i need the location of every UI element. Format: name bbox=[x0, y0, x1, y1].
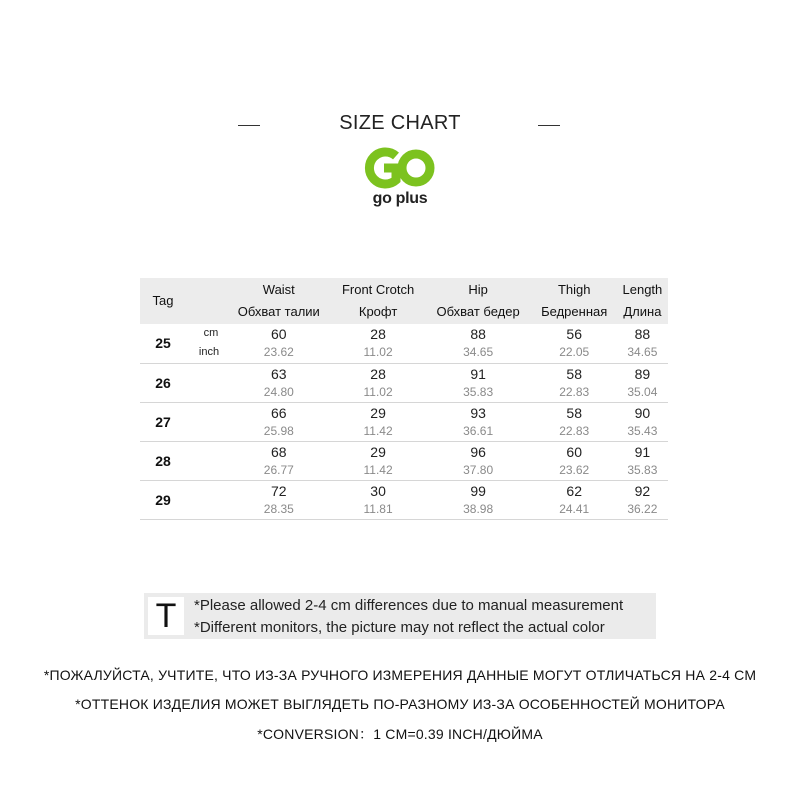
inch-value: 36.22 bbox=[627, 501, 658, 516]
table-row bbox=[140, 480, 668, 519]
cm-value: 56 bbox=[566, 326, 582, 343]
footer-line-2: *ОТТЕНОК ИЗДЕЛИЯ МОЖЕТ ВЫГЛЯДЕТЬ ПО-РАЗНОМУ ИЗ-ЗА ОСОБЕННОСТЕЙ МОНИТОРА bbox=[75, 696, 725, 712]
cm-value: 62 bbox=[566, 482, 582, 499]
table-row bbox=[140, 402, 668, 441]
measure-cell bbox=[617, 441, 668, 480]
measure-cell bbox=[332, 324, 425, 363]
inch-value: 35.04 bbox=[627, 384, 658, 399]
measure-cell bbox=[226, 324, 332, 363]
row-tag: 29 bbox=[155, 491, 171, 508]
measure-cell bbox=[532, 402, 617, 441]
header-front-crotch: Front Crotch Крофт bbox=[332, 278, 425, 324]
inch-value: 22.83 bbox=[559, 384, 590, 399]
inch-value: 26.77 bbox=[263, 462, 294, 477]
cm-value: 72 bbox=[271, 482, 287, 499]
cm-value: 91 bbox=[470, 365, 486, 382]
cm-value: 58 bbox=[566, 404, 582, 421]
inch-value: 37.80 bbox=[463, 462, 494, 477]
brand-logo bbox=[360, 146, 440, 212]
row-unit bbox=[186, 363, 226, 402]
cm-value: 88 bbox=[470, 326, 486, 343]
footer-line-1: *ПОЖАЛУЙСТА, УЧТИТЕ, ЧТО ИЗ-ЗА РУЧНОГО ИЗМЕРЕНИЯ ДАННЫЕ МОГУТ ОТЛИЧАТЬСЯ НА 2-4 СМ bbox=[43, 667, 757, 683]
inch-value: 35.43 bbox=[627, 423, 658, 438]
inch-value: 28.35 bbox=[263, 501, 294, 516]
inch-value: 23.62 bbox=[263, 345, 294, 360]
inch-value: 22.83 bbox=[559, 423, 590, 438]
header-tag: Tag bbox=[140, 278, 186, 324]
measure-cell bbox=[332, 480, 425, 519]
cm-value: 58 bbox=[566, 365, 582, 382]
row-tag: 28 bbox=[155, 452, 171, 469]
header-hip: Hip Обхват бедер bbox=[425, 278, 532, 324]
measure-cell bbox=[425, 441, 532, 480]
measure-cell bbox=[532, 441, 617, 480]
row-unit bbox=[186, 480, 226, 519]
cm-value: 93 bbox=[470, 404, 486, 421]
measure-cell bbox=[617, 324, 668, 363]
brand-name: go plus bbox=[372, 190, 428, 207]
inch-value: 22.05 bbox=[559, 345, 590, 360]
measure-cell bbox=[332, 363, 425, 402]
measure-cell bbox=[617, 402, 668, 441]
inch-value: 11.02 bbox=[363, 384, 393, 399]
inch-value: 35.83 bbox=[627, 462, 658, 477]
cm-value: 96 bbox=[470, 443, 486, 460]
note-line-1: *Please allowed 2-4 cm differences due to manual measurement bbox=[194, 597, 624, 614]
inch-value: 24.41 bbox=[559, 501, 590, 516]
cm-value: 29 bbox=[370, 404, 386, 421]
header-unit bbox=[186, 278, 226, 324]
inch-value: 11.42 bbox=[363, 423, 393, 438]
table-row bbox=[140, 441, 668, 480]
note-line-2: *Different monitors, the picture may not reflect the actual color bbox=[194, 619, 605, 636]
page-title: SIZE CHART bbox=[339, 112, 461, 134]
cm-value: 28 bbox=[370, 326, 386, 343]
size-table-body bbox=[140, 324, 668, 519]
measure-cell bbox=[425, 363, 532, 402]
row-tag: 27 bbox=[155, 413, 171, 430]
cm-value: 88 bbox=[634, 326, 651, 343]
row-unit bbox=[186, 441, 226, 480]
title-right-rule bbox=[538, 125, 560, 126]
table-row bbox=[140, 324, 668, 363]
measure-cell bbox=[532, 480, 617, 519]
cm-value: 91 bbox=[634, 443, 651, 460]
inch-value: 11.02 bbox=[363, 345, 393, 360]
inch-value: 11.42 bbox=[363, 462, 393, 477]
cm-value: 28 bbox=[370, 365, 386, 382]
measure-cell bbox=[226, 363, 332, 402]
cm-value: 29 bbox=[370, 443, 386, 460]
inch-value: 34.65 bbox=[627, 345, 658, 360]
row-unit bbox=[186, 402, 226, 441]
measure-cell bbox=[425, 402, 532, 441]
inch-value: 25.98 bbox=[263, 423, 294, 438]
inch-value: 34.65 bbox=[463, 345, 494, 360]
inch-value: 23.62 bbox=[559, 462, 590, 477]
cm-value: 30 bbox=[370, 482, 386, 499]
cm-value: 90 bbox=[634, 404, 651, 421]
title-row bbox=[0, 112, 800, 138]
measure-cell bbox=[532, 324, 617, 363]
unit-cm-label: cm bbox=[203, 327, 219, 340]
unit-inch-label: inch bbox=[198, 346, 220, 359]
header-waist: Waist Обхват талии bbox=[226, 278, 332, 324]
footer-line-3: *CONVERSION：1 CM=0.39 INCH/ДЮЙМА bbox=[257, 726, 543, 742]
measure-cell bbox=[226, 480, 332, 519]
inch-value: 11.81 bbox=[363, 501, 393, 516]
cm-value: 60 bbox=[271, 326, 287, 343]
measure-cell bbox=[332, 441, 425, 480]
inch-value: 38.98 bbox=[463, 501, 494, 516]
inch-value: 35.83 bbox=[463, 384, 494, 399]
header-length: Length Длина bbox=[617, 278, 668, 324]
table-header-row bbox=[140, 278, 668, 324]
go-logo-icon bbox=[360, 146, 440, 190]
measure-cell bbox=[532, 363, 617, 402]
text-icon: T bbox=[148, 597, 184, 635]
size-table bbox=[140, 278, 668, 520]
measure-cell bbox=[226, 441, 332, 480]
measure-cell bbox=[332, 402, 425, 441]
measure-cell bbox=[425, 480, 532, 519]
measurement-note bbox=[144, 593, 656, 639]
measure-cell bbox=[617, 363, 668, 402]
inch-value: 24.80 bbox=[263, 384, 294, 399]
cm-value: 60 bbox=[566, 443, 582, 460]
table-row bbox=[140, 363, 668, 402]
row-unit bbox=[186, 324, 226, 363]
row-tag: 26 bbox=[155, 374, 171, 391]
cm-value: 99 bbox=[470, 482, 486, 499]
inch-value: 36.61 bbox=[463, 423, 494, 438]
measure-cell bbox=[226, 402, 332, 441]
cm-value: 89 bbox=[634, 365, 651, 382]
cm-value: 68 bbox=[271, 443, 287, 460]
measure-cell bbox=[617, 480, 668, 519]
cm-value: 63 bbox=[271, 365, 287, 382]
header-thigh: Thigh Бедренная bbox=[532, 278, 617, 324]
row-tag: 25 bbox=[155, 335, 171, 352]
measure-cell bbox=[425, 324, 532, 363]
cm-value: 66 bbox=[271, 404, 287, 421]
cm-value: 92 bbox=[634, 482, 651, 499]
